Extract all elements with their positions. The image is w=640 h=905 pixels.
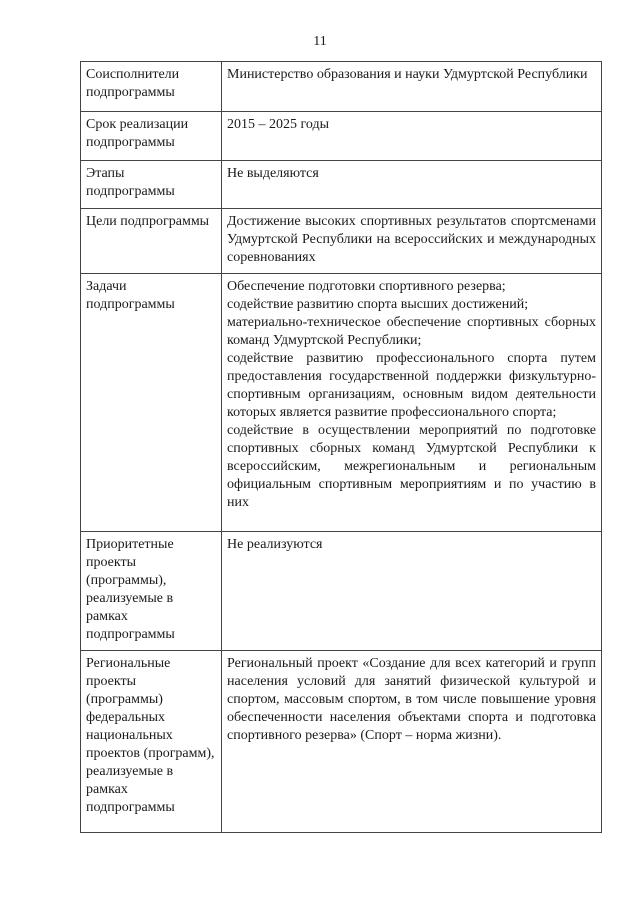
value-paragraph: Региональный проект «Создание для всех категорий и групп населения условий для занятий физической культурой и спортом, массовым спортом, в том числе повышение уровня обеспеченности населения объектами спорта и подготовка спортивного резерва» (Спорт – норма жизни). — [227, 656, 596, 743]
value-paragraph: Министерство образования и науки Удмуртской Республики — [227, 67, 588, 82]
table-row-tasks — [81, 274, 602, 532]
row-label: Цели подпрограммы — [81, 209, 222, 274]
row-value — [222, 112, 602, 161]
row-label: Задачи подпрограммы — [81, 274, 222, 532]
row-label: Этапы подпрограммы — [81, 161, 222, 209]
row-label: Соисполнители подпрограммы — [81, 62, 222, 112]
row-label: Срок реализации подпрограммы — [81, 112, 222, 161]
value-paragraph: Не реализуются — [227, 537, 323, 552]
row-label: Приоритетные проекты (программы), реализуемые в рамках подпрограммы — [81, 532, 222, 651]
value-paragraph: содействие в осуществлении мероприятий по подготовке спортивных сборных команд Удмуртской Республики к всероссийским, межрегиональным и региональным официальным спортивным мероприятиям и по участию в них — [227, 423, 596, 510]
table-row-coexecutors — [81, 62, 602, 112]
table-row-priority-projects — [81, 532, 602, 651]
table-row-stages — [81, 161, 602, 209]
row-value — [222, 62, 602, 112]
value-paragraph: 2015 – 2025 годы — [227, 117, 330, 132]
value-paragraph: материально-техническое обеспечение спортивных сборных команд Удмуртской Республики; — [227, 315, 596, 348]
row-value — [222, 209, 602, 274]
value-paragraph: содействие развитию спорта высших достижений; — [227, 297, 529, 312]
value-paragraph: Достижение высоких спортивных результатов спортсменами Удмуртской Республики на всероссийских и международных соревнованиях — [227, 214, 596, 265]
row-value — [222, 532, 602, 651]
value-paragraph: Обеспечение подготовки спортивного резерва; — [227, 279, 506, 294]
page-number: 11 — [313, 34, 327, 49]
subprogram-passport-table — [80, 61, 602, 833]
table-row-term — [81, 112, 602, 161]
row-value — [222, 651, 602, 833]
row-value — [222, 161, 602, 209]
table-row-regional-projects — [81, 651, 602, 833]
row-value — [222, 274, 602, 532]
value-paragraph: Не выделяются — [227, 166, 319, 181]
table-row-goals — [81, 209, 602, 274]
value-paragraph: содействие развитию профессионального спорта путем предоставления государственной поддержки физкультурно-спортивным организациям, основным видом деятельности которых является развитие профессионального спорта; — [227, 351, 596, 420]
row-label: Региональные проекты (программы) федеральных национальных проектов (программ), реализуемые в рамках подпрограммы — [81, 651, 222, 833]
